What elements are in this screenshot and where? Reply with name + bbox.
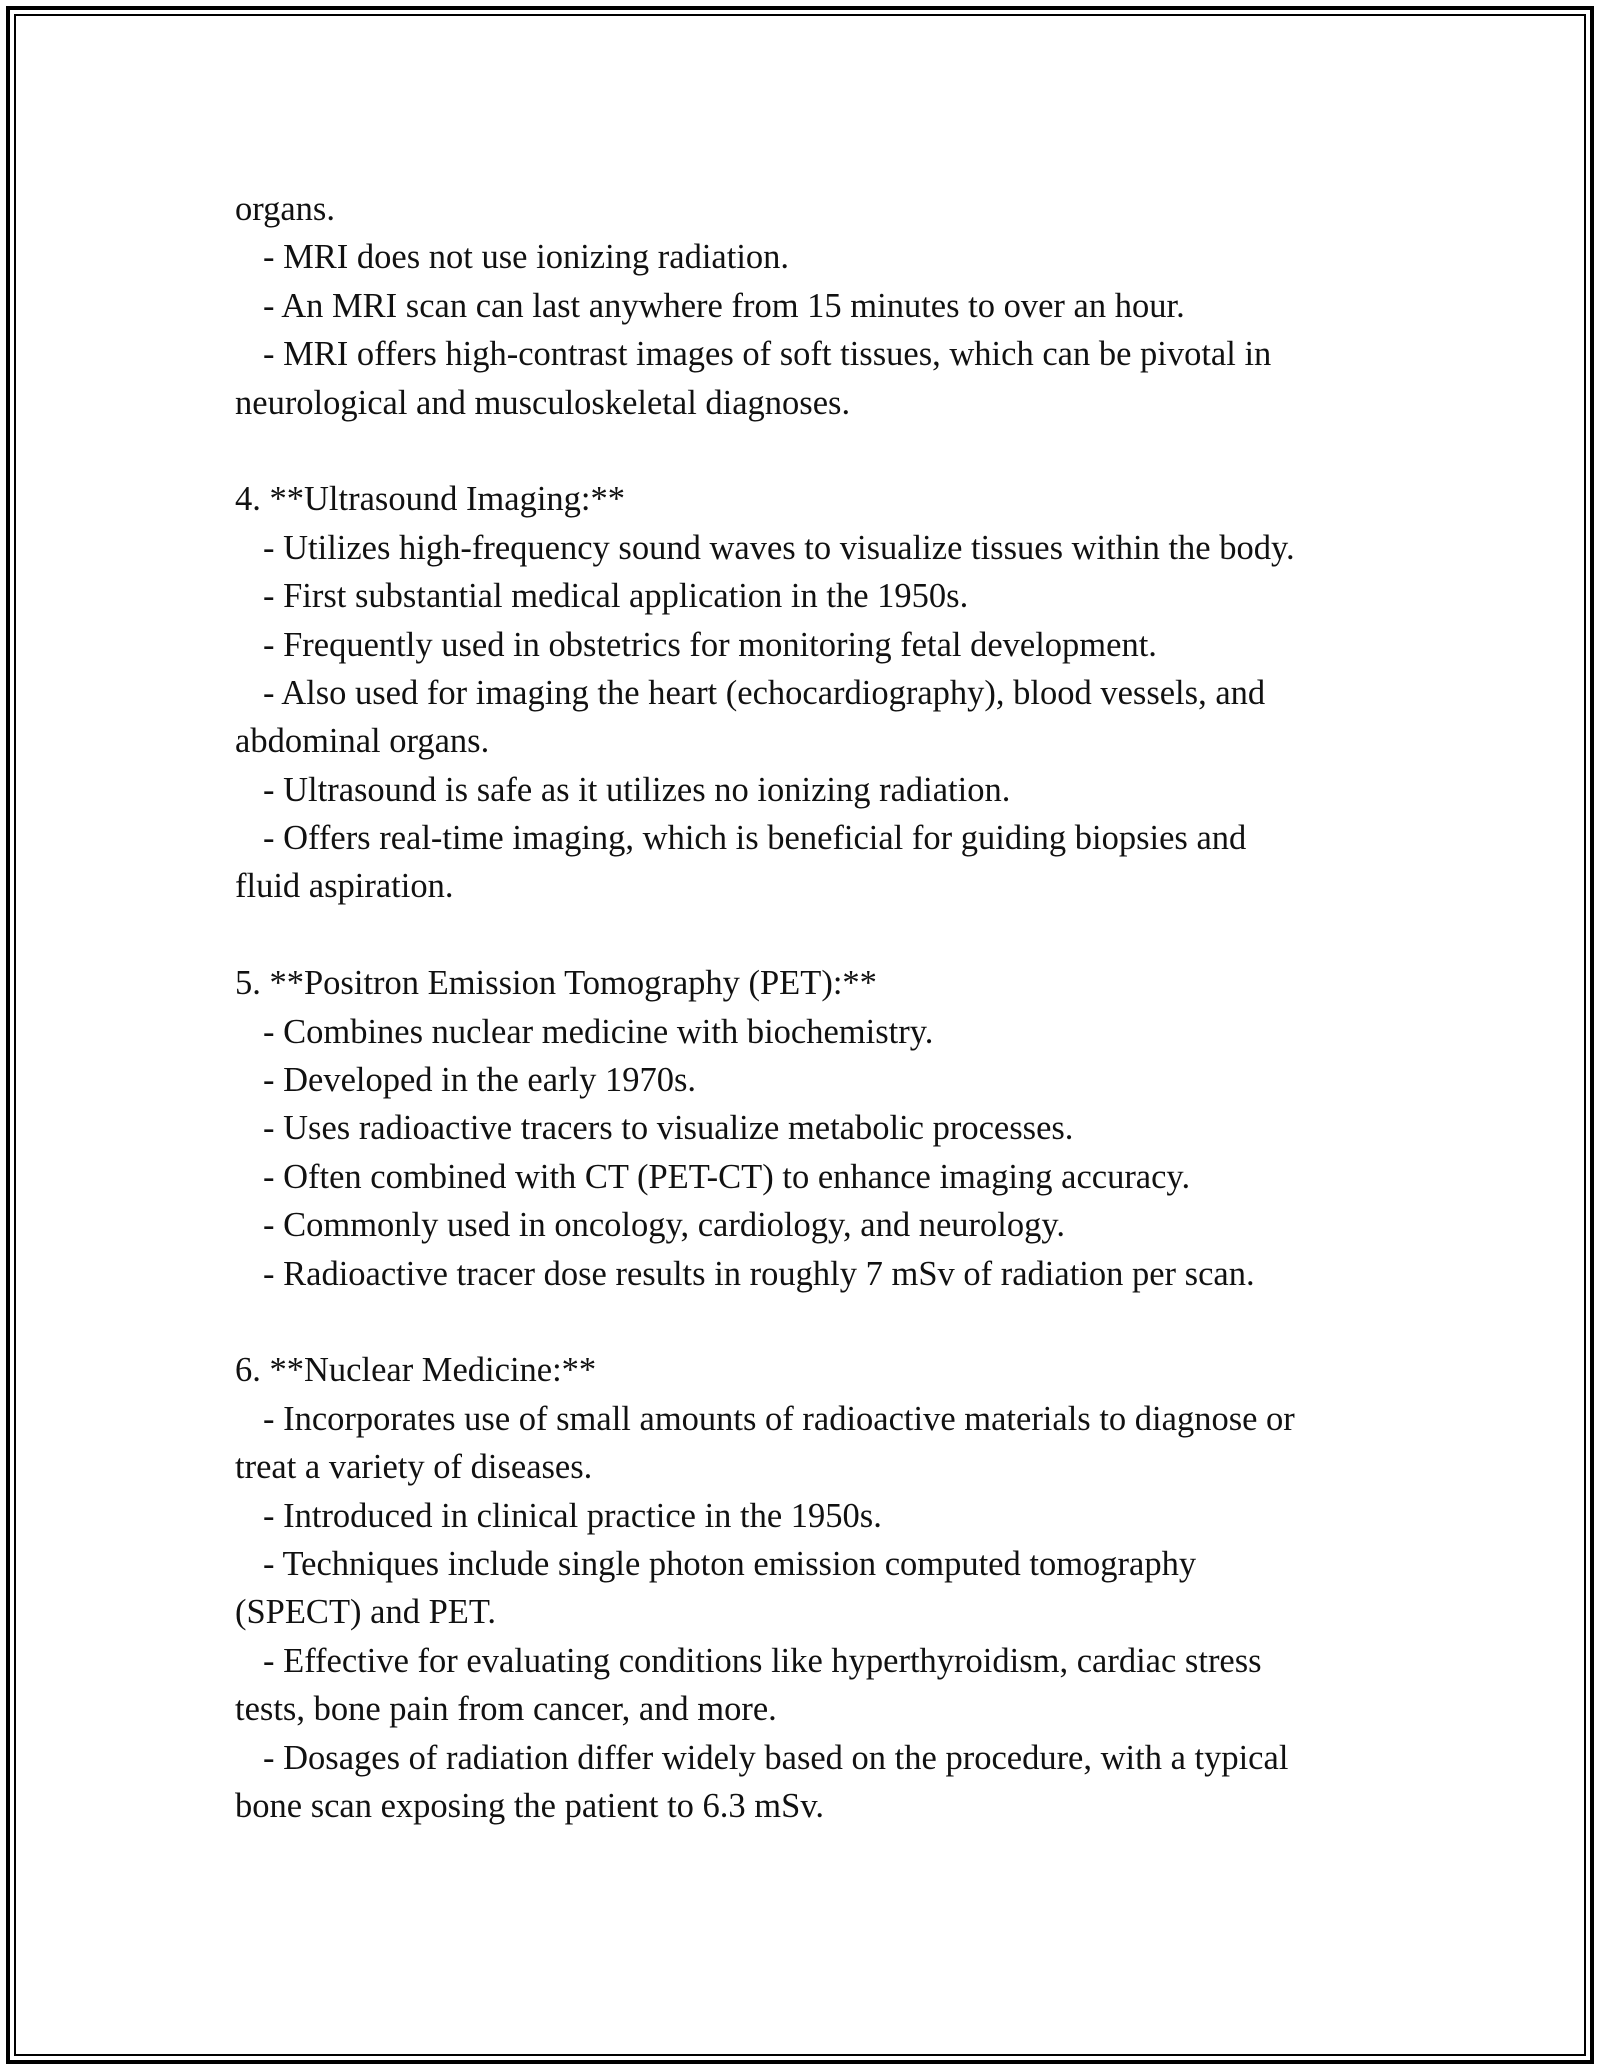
bullet-line: - Effective for evaluating conditions like hyperthyroidism, cardiac stress (263, 1641, 1262, 1680)
bullet-line: - Utilizes high-frequency sound waves to visualize tissues within the body. (263, 528, 1295, 567)
bullet-line: - MRI offers high-contrast images of soft tissues, which can be pivotal in (263, 335, 1272, 374)
bullet-line: - Techniques include single photon emission computed tomography (263, 1544, 1197, 1583)
bullet-line: - An MRI scan can last anywhere from 15 minutes to over an hour. (263, 286, 1185, 325)
bullet-line: - Introduced in clinical practice in the 1950s. (263, 1496, 882, 1535)
bullet-line: - Combines nuclear medicine with biochemistry. (263, 1012, 934, 1051)
bullet-line: - MRI does not use ionizing radiation. (263, 238, 790, 277)
paragraph-spacer (235, 1298, 1365, 1346)
paragraph-spacer (235, 911, 1365, 959)
section-heading: 5. **Positron Emission Tomography (PET):** (235, 964, 877, 1003)
bullet-line: - Also used for imaging the heart (echocardiography), blood vessels, and (263, 673, 1266, 712)
bullet-line: - Incorporates use of small amounts of radioactive materials to diagnose or (263, 1399, 1295, 1438)
text-line: (SPECT) and PET. (235, 1593, 496, 1632)
bullet-line: - Uses radioactive tracers to visualize metabolic processes. (263, 1109, 1074, 1148)
text-line: organs. (235, 190, 335, 228)
paragraph-spacer (235, 427, 1365, 475)
text-line: treat a variety of diseases. (235, 1448, 593, 1487)
bullet-line: - First substantial medical application in the 1950s. (263, 577, 969, 616)
text-line: abdominal organs. (235, 722, 490, 761)
section-heading: 4. **Ultrasound Imaging:** (235, 480, 625, 519)
bullet-line: - Developed in the early 1970s. (263, 1061, 697, 1100)
document-body (235, 185, 1365, 1830)
bullet-line: - Offers real-time imaging, which is beneficial for guiding biopsies and (263, 819, 1247, 858)
bullet-line: - Dosages of radiation differ widely based on the procedure, with a typical (263, 1738, 1289, 1777)
bullet-line: - Often combined with CT (PET-CT) to enhance imaging accuracy. (263, 1157, 1191, 1196)
text-line: bone scan exposing the patient to 6.3 mSv. (235, 1786, 824, 1825)
bullet-line: - Frequently used in obstetrics for monitoring fetal development. (263, 625, 1157, 664)
text-line: fluid aspiration. (235, 867, 454, 906)
text-line: tests, bone pain from cancer, and more. (235, 1690, 777, 1729)
section-heading: 6. **Nuclear Medicine:** (235, 1351, 597, 1390)
section-block (235, 1346, 1365, 1830)
bullet-line: - Radioactive tracer dose results in roughly 7 mSv of radiation per scan. (263, 1254, 1255, 1293)
continued-section (235, 185, 1365, 427)
bullet-line: - Ultrasound is safe as it utilizes no ionizing radiation. (263, 770, 1011, 809)
text-line: neurological and musculoskeletal diagnoses. (235, 383, 851, 422)
bullet-line: - Commonly used in oncology, cardiology, and neurology. (263, 1206, 1065, 1245)
section-block (235, 475, 1365, 911)
section-block (235, 959, 1365, 1298)
